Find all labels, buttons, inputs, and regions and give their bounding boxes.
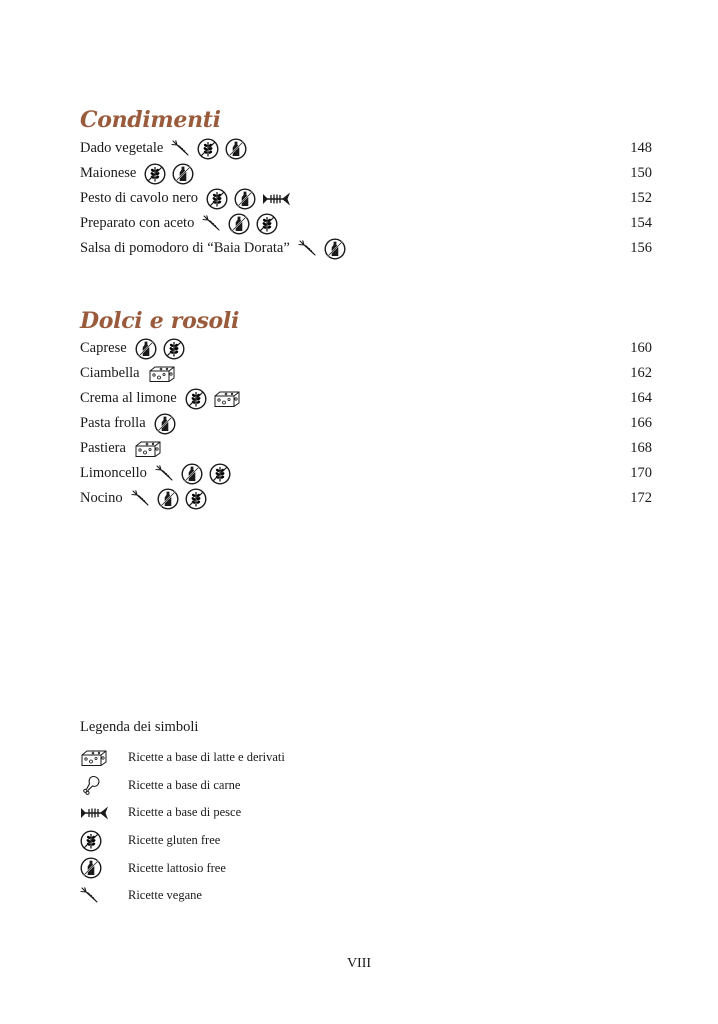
diet-icons bbox=[202, 213, 278, 235]
lactose-free-icon bbox=[135, 338, 157, 360]
legend-label: Ricette gluten free bbox=[128, 833, 221, 848]
gluten-free-icon bbox=[185, 388, 207, 410]
page-reference: 150 bbox=[630, 165, 652, 181]
gluten-free-icon bbox=[209, 463, 231, 485]
recipe-name: Pesto di cavolo nero bbox=[80, 190, 198, 206]
diet-icons bbox=[148, 365, 176, 383]
list-item[interactable] bbox=[80, 436, 652, 461]
carrot-icon bbox=[131, 490, 151, 508]
page-number: VIII bbox=[346, 956, 372, 971]
cheese-icon bbox=[134, 440, 162, 458]
page-reference: 162 bbox=[630, 365, 652, 381]
recipe-name: Crema al limone bbox=[80, 390, 177, 406]
legend-symbol bbox=[80, 857, 128, 879]
diet-icons bbox=[154, 413, 176, 435]
recipe-name: Preparato con aceto bbox=[80, 215, 195, 231]
chicken-leg-icon bbox=[80, 774, 102, 796]
legend-item bbox=[80, 854, 285, 882]
list-item[interactable] bbox=[80, 461, 652, 486]
page-reference: 170 bbox=[630, 465, 652, 481]
list-item[interactable] bbox=[80, 236, 652, 261]
legend-label: Ricette a base di pesce bbox=[128, 805, 242, 820]
diet-icons bbox=[134, 440, 162, 458]
recipe-name: Nocino bbox=[80, 490, 123, 506]
carrot-icon bbox=[155, 465, 175, 483]
list-item[interactable] bbox=[80, 161, 652, 186]
diet-icons bbox=[171, 138, 247, 160]
carrot-icon bbox=[202, 215, 222, 233]
legend-item bbox=[80, 799, 285, 827]
list-item[interactable] bbox=[80, 336, 652, 361]
lactose-free-icon bbox=[324, 238, 346, 260]
list-item[interactable] bbox=[80, 136, 652, 161]
lactose-free-icon bbox=[154, 413, 176, 435]
recipe-name: Pasta frolla bbox=[80, 415, 146, 431]
page-reference: 156 bbox=[630, 240, 652, 256]
recipe-name: Dado vegetale bbox=[80, 140, 164, 156]
diet-icons bbox=[155, 463, 231, 485]
lactose-free-icon bbox=[181, 463, 203, 485]
list-item[interactable] bbox=[80, 386, 652, 411]
page-reference: 172 bbox=[630, 490, 652, 506]
diet-icons bbox=[185, 388, 241, 410]
legend-symbol bbox=[80, 887, 128, 905]
recipe-name: Caprese bbox=[80, 340, 127, 356]
gluten-free-icon bbox=[144, 163, 166, 185]
legend-label: Ricette vegane bbox=[128, 888, 202, 903]
gluten-free-icon bbox=[197, 138, 219, 160]
diet-icons bbox=[135, 338, 185, 360]
carrot-icon bbox=[80, 887, 100, 905]
legend-label: Ricette a base di carne bbox=[128, 777, 241, 792]
lactose-free-icon bbox=[172, 163, 194, 185]
recipe-name: Maionese bbox=[80, 165, 137, 181]
diet-icons bbox=[131, 488, 207, 510]
cheese-icon bbox=[213, 390, 241, 408]
page-reference: 166 bbox=[630, 415, 652, 431]
fish-icon bbox=[262, 191, 292, 207]
section-title-condimenti: Condimenti bbox=[80, 107, 221, 133]
legend-symbol bbox=[80, 805, 128, 821]
fish-icon bbox=[80, 805, 110, 821]
carrot-icon bbox=[171, 140, 191, 158]
recipe-name: Ciambella bbox=[80, 365, 140, 381]
legend-symbol bbox=[80, 830, 128, 852]
symbol-legend bbox=[80, 744, 285, 910]
recipe-name: Salsa di pomodoro di “Baia Dorata” bbox=[80, 240, 290, 256]
lactose-free-icon bbox=[228, 213, 250, 235]
recipe-name: Pastiera bbox=[80, 440, 126, 456]
list-item[interactable] bbox=[80, 411, 652, 436]
page-reference: 168 bbox=[630, 440, 652, 456]
list-item[interactable] bbox=[80, 186, 652, 211]
legend-item bbox=[80, 772, 285, 800]
legend-item bbox=[80, 882, 285, 910]
gluten-free-icon bbox=[206, 188, 228, 210]
legend-item bbox=[80, 744, 285, 772]
list-item[interactable] bbox=[80, 361, 652, 386]
page-reference: 154 bbox=[630, 215, 652, 231]
gluten-free-icon bbox=[185, 488, 207, 510]
gluten-free-icon bbox=[256, 213, 278, 235]
gluten-free-icon bbox=[80, 830, 102, 852]
lactose-free-icon bbox=[225, 138, 247, 160]
page-reference: 164 bbox=[630, 390, 652, 406]
lactose-free-icon bbox=[234, 188, 256, 210]
diet-icons bbox=[144, 163, 194, 185]
carrot-icon bbox=[298, 240, 318, 258]
recipe-list-dolci-e-rosoli bbox=[80, 336, 652, 511]
recipe-list-condimenti bbox=[80, 136, 652, 261]
legend-item bbox=[80, 827, 285, 855]
recipe-name: Limoncello bbox=[80, 465, 147, 481]
diet-icons bbox=[298, 238, 346, 260]
lactose-free-icon bbox=[80, 857, 102, 879]
page-reference: 152 bbox=[630, 190, 652, 206]
page-reference: 160 bbox=[630, 340, 652, 356]
gluten-free-icon bbox=[163, 338, 185, 360]
legend-title: Legenda dei simboli bbox=[80, 719, 199, 735]
legend-symbol bbox=[80, 774, 128, 796]
legend-label: Ricette lattosio free bbox=[128, 860, 226, 875]
list-item[interactable] bbox=[80, 211, 652, 236]
section-title-dolci-e-rosoli: Dolci e rosoli bbox=[80, 308, 240, 334]
list-item[interactable] bbox=[80, 486, 652, 511]
lactose-free-icon bbox=[157, 488, 179, 510]
cheese-icon bbox=[148, 365, 176, 383]
diet-icons bbox=[206, 188, 292, 210]
legend-label: Ricette a base di latte e derivati bbox=[128, 750, 285, 765]
page-reference: 148 bbox=[630, 140, 652, 156]
legend-symbol bbox=[80, 749, 128, 767]
cheese-icon bbox=[80, 749, 108, 767]
